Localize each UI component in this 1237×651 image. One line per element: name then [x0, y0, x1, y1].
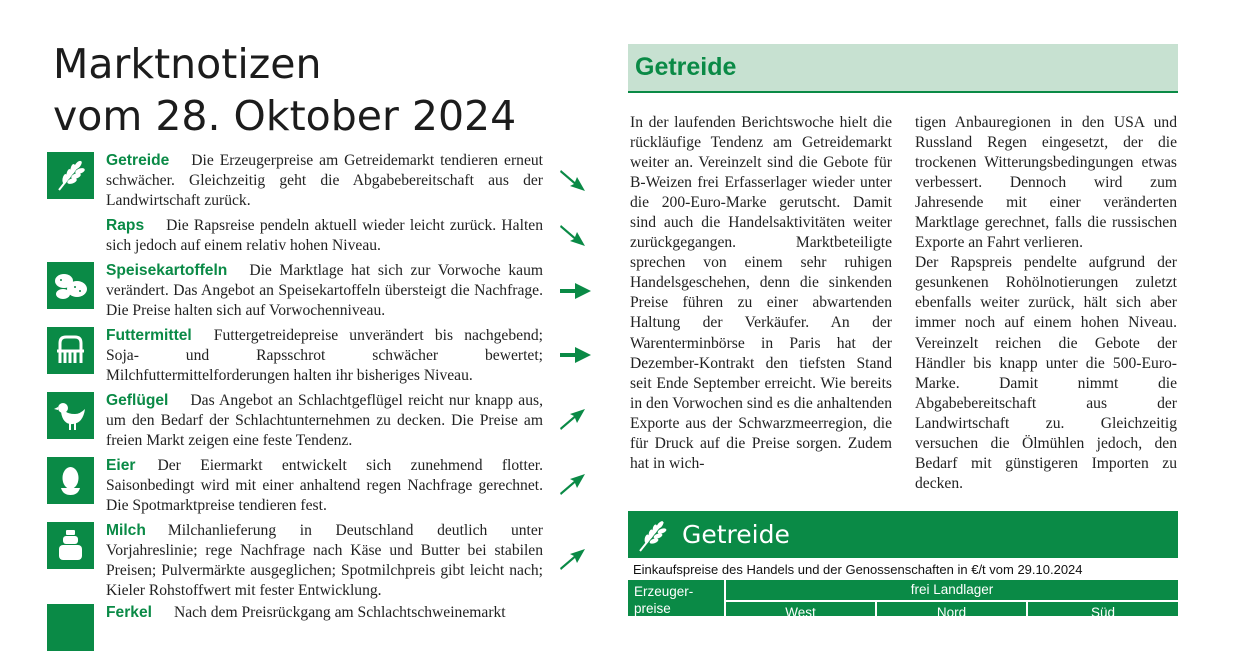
item-description: Der Eiermarkt entwickelt sich zunehmend flotter. Saisonbedingt wird mit einer anhaltend regen Nachfrage gerechnet. Die Spotmarktpreise tendieren fest.: [106, 457, 543, 514]
item-text: [106, 216, 543, 256]
potato-icon: [47, 262, 94, 309]
item-name: Ferkel: [106, 604, 152, 621]
table-subtitle: [628, 560, 1178, 579]
title-line-1: Marktnotizen: [53, 40, 322, 88]
item-text: [106, 326, 543, 386]
pig-icon: [47, 604, 94, 651]
article-paragraph: Der Rapspreis pendelte aufgrund der gesunkenen Rohölnotierungen zuletzt ebenfalls weiter zurück, hält sich aber immer noch auf einem hohen Niveau. Vereinzelt reichen die Gebote der Händler bis knapp unter die 500-Euro-Marke. Damit nimmt die Abgabebereitschaft aus der Landwirtschaft zu. Gleichzeitig versuchen die Ölmühlen jedoch, den Bedarf mit günstigeren Importen zu decken.: [915, 254, 1177, 492]
item-description: Nach dem Preisrückgang am Schlachtschweinemarkt: [173, 604, 506, 621]
item-description: Futtergetreidepreise unverändert bis nachgebend; Soja- und Rapsschrot schwächer bewertet; Milchfuttermittelforderungen halten ihr bisheriges Niveau.: [106, 327, 543, 384]
item-name: Eier: [106, 457, 136, 474]
item-text: [106, 456, 543, 516]
article-paragraph: In der laufenden Berichtswoche hielt die rückläufige Tendenz am Getreidemarkt weiter an. Vereinzelt sind die Gebote für B-Weizen frei Erfasserlager wieder unter die 200-Euro-Marke gerutscht. Damit sind auch die Handelsaktivitäten weiter zurückgegangen. Marktbeteiligte sprechen von einem sehr ruhigen Handelsgeschehen, denn die sinkenden Preise führen zu einer abwartenden Haltung der Verkäufer. An der Warenterminbörse in Paris hat der Dezember-Kontrakt den tiefsten Stand seit Ende September erreicht. Wie bereits in den Vorwochen sind es die anhaltenden Exporte aus der Schwarzmeerregion, die für Druck auf die Preise sorgen. Zudem hat in wich-: [630, 114, 892, 472]
table-row-header: Erzeuger-preise: [628, 580, 724, 616]
article-paragraph: tigen Anbauregionen in den USA und Russland Regen eingesetzt, der die trockenen Witterungsbedingungen etwas verbessert. Dennoch wird zum Jahresende mit einer veränderten Marktlage gerechnet, falls die russischen Exporte an Fahrt verlieren.: [915, 114, 1177, 252]
table-header: [628, 511, 1178, 558]
item-text: [106, 391, 543, 451]
table-column-header: Süd: [1028, 602, 1178, 616]
item-description: Das Angebot an Schlachtgeflügel reicht nur knapp aus, um den Bedarf der Schlachtunternehmen zu decken. Die Preise am freien Markt zeigen eine feste Tendenz.: [106, 392, 543, 449]
milk-can-icon: [47, 522, 94, 569]
chicken-icon: [47, 392, 94, 439]
trend-up-arrow-icon: [557, 545, 593, 575]
wheat-icon: [635, 517, 669, 553]
item-text: [106, 151, 543, 211]
table-column-header: Nord: [877, 602, 1026, 616]
trend-down-arrow-icon: [557, 165, 593, 195]
article-column-2: [915, 113, 1177, 494]
table-column-header: West: [726, 602, 875, 616]
trend-up-arrow-icon: [557, 405, 593, 435]
item-text: [106, 261, 543, 321]
egg-icon: [47, 457, 94, 504]
title-line-2: vom 28. Oktober 2024: [53, 92, 517, 140]
item-name: Futtermittel: [106, 327, 192, 344]
table-group-header: frei Landlager: [726, 580, 1178, 600]
trend-up-arrow-icon: [557, 470, 593, 500]
item-name: Milch: [106, 522, 146, 539]
trend-flat-arrow-icon: [557, 276, 593, 306]
item-text: [106, 603, 543, 623]
item-name: Raps: [106, 217, 145, 234]
table-title: Getreide: [682, 520, 790, 549]
item-description: Die Marktlage hat sich zur Vorwoche kaum verändert. Das Angebot an Speisekartoffeln übersteigt die Nachfrage. Die Preise halten sich auf Vorwochenniveau.: [106, 262, 543, 319]
trend-flat-arrow-icon: [557, 340, 593, 370]
item-text: [106, 521, 543, 601]
wheat-icon: [47, 152, 94, 199]
page-title: [53, 38, 516, 142]
item-description: Die Erzeugerpreise am Getreidemarkt tendieren erneut schwächer. Gleichzeitig geht die Abgabebereitschaft aus der Landwirtschaft zurück.: [106, 152, 543, 209]
table-subtitle-text: Einkaufspreise des Handels und der Genossenschaften in €/t vom 29.10.2024: [633, 562, 1083, 577]
feed-trough-icon: [47, 327, 94, 374]
article-column-1: [630, 113, 892, 474]
item-name: Geflügel: [106, 392, 169, 409]
trend-down-arrow-icon: [557, 220, 593, 250]
item-name: Getreide: [106, 152, 170, 169]
item-name: Speisekartoffeln: [106, 262, 228, 279]
item-description: Die Rapsreise pendeln aktuell wieder leicht zurück. Halten sich jedoch auf einem relativ hohen Niveau.: [106, 217, 543, 254]
section-title: Getreide: [635, 53, 737, 81]
section-header: [628, 44, 1178, 93]
item-description: Milchanlieferung in Deutschland deutlich unter Vorjahreslinie; rege Nachfrage nach Käse und Butter bei stabilen Preisen; Pulvermärkte ausgeglichen; Spotmilchpreis gibt leicht nach; Kieler Rohstoffwert mit fester Entwicklung.: [106, 522, 543, 599]
